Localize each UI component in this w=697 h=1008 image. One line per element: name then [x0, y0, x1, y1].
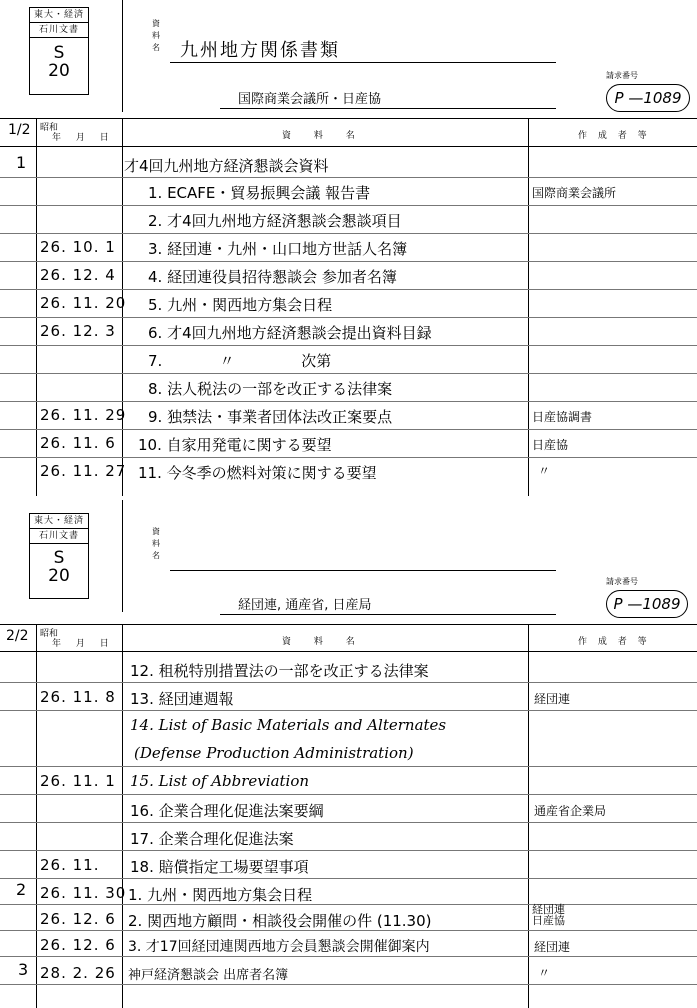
page-marker: 2/2 [6, 628, 29, 644]
header-era: 昭和 [40, 123, 59, 133]
row-date: 26. 10. 1 [40, 238, 116, 256]
row-author: 〃 [538, 966, 551, 980]
header-material: 資 料 名 [282, 637, 365, 647]
header-author: 作 成 者 等 [578, 637, 651, 647]
row-title: 才4回九州地方経済懇談会資料 [124, 157, 329, 175]
row-title: 17. 企業合理化促進法案 [130, 830, 294, 848]
row-title: 5. 九州・関西地方集会日程 [148, 296, 333, 314]
row-title: 1. 九州・関西地方集会日程 [128, 886, 313, 904]
stamp-collection: 石川文書 [30, 529, 88, 544]
page-marker: 1/2 [8, 122, 31, 138]
row-author: 〃 [538, 464, 551, 478]
row-title: 13. 経団連週報 [130, 690, 234, 708]
row-title: 8. 法人税法の一部を改正する法律案 [148, 380, 393, 398]
row-title: 1. ECAFE・貿易振興会議 報告書 [148, 184, 371, 202]
row-title: 7. 〃 次第 [148, 352, 332, 370]
row-date: 26. 11. 27 [40, 462, 127, 480]
row-title: 16. 企業合理化促進法案要綱 [130, 802, 324, 820]
row-title: 18. 賠償指定工場要望事項 [130, 858, 309, 876]
row-date: 26. 11. 6 [40, 434, 116, 452]
stamp-letter: S [53, 43, 65, 63]
subtitle: 国際商業会議所・日産協 [238, 92, 382, 107]
stamp-number: 20 [48, 61, 70, 81]
header-author: 作 成 者 等 [578, 131, 651, 141]
row-author: 日産協 [532, 438, 569, 452]
archive-stamp [29, 513, 89, 599]
row-date: 26. 11. 1 [40, 772, 116, 790]
class-number: P —1089 [606, 84, 690, 112]
row-date: 26. 12. 4 [40, 266, 116, 284]
stamp-number: 20 [48, 566, 70, 586]
row-date: 26. 12. 3 [40, 322, 116, 340]
stamp-collection: 石川文書 [30, 23, 88, 38]
header-material: 資 料 名 [282, 131, 365, 141]
material-title: 九州地方関係書類 [180, 40, 340, 61]
stamp-org: 東大・経済 [30, 514, 88, 529]
header-date: 年 月 日 [52, 639, 115, 649]
row-title: 10. 自家用発電に関する要望 [138, 436, 332, 454]
class-label: 請求番号 [606, 577, 638, 586]
row-number: 2 [16, 880, 27, 899]
subtitle: 経団連, 通産省, 日産局 [238, 598, 372, 613]
row-date: 26. 11. 30 [40, 884, 127, 902]
row-date: 26. 12. 6 [40, 910, 116, 928]
material-name-label: 資料名 [152, 527, 160, 560]
row-author: 経団連 [534, 692, 571, 706]
header-date: 年 月 日 [52, 133, 115, 143]
row-title: 3. 才17回経団連関西地方会員懇談会開催御案内 [128, 939, 430, 955]
row-author: 日産協調書 [532, 410, 593, 424]
row-title: (Defense Production Administration) [134, 744, 414, 762]
row-date: 26. 11. 29 [40, 406, 127, 424]
row-title: 4. 経団連役員招待懇談会 参加者名簿 [148, 268, 397, 286]
row-author: 経団連 日産協 [532, 903, 565, 927]
material-name-label: 資料名 [152, 19, 160, 52]
stamp-letter: S [53, 548, 65, 568]
row-title: 11. 今冬季の燃料対策に関する要望 [138, 464, 377, 482]
row-title: 2. 関西地方顧問・相談役会開催の件 (11.30) [128, 912, 432, 930]
row-date: 26. 11. 20 [40, 294, 127, 312]
row-number: 3 [18, 960, 29, 979]
row-title: 14. List of Basic Materials and Alternates [130, 716, 447, 734]
archive-stamp [29, 7, 89, 95]
row-date: 26. 11. [40, 856, 100, 874]
class-label: 請求番号 [606, 71, 638, 80]
row-number: 1 [16, 153, 27, 172]
row-title: 6. 才4回九州地方経済懇談会提出資料目録 [148, 324, 432, 342]
row-author: 国際商業会議所 [532, 186, 617, 200]
row-title: 12. 租税特別措置法の一部を改正する法律案 [130, 662, 429, 680]
row-title: 15. List of Abbreviation [130, 772, 310, 790]
row-author: 通産省企業局 [534, 804, 607, 818]
row-title: 3. 経団連・九州・山口地方世話人名簿 [148, 240, 408, 258]
row-title: 神戸経済懇談会 出席者名簿 [128, 968, 289, 983]
stamp-org: 東大・経済 [30, 8, 88, 23]
row-date: 26. 12. 6 [40, 936, 116, 954]
header-era: 昭和 [40, 629, 59, 639]
row-title: 9. 独禁法・事業者団体法改正案要点 [148, 408, 393, 426]
row-title: 2. 才4回九州地方経済懇談会懇談項目 [148, 212, 402, 230]
row-author: 経団連 [534, 940, 571, 954]
row-date: 28. 2. 26 [40, 964, 116, 982]
row-date: 26. 11. 8 [40, 688, 116, 706]
class-number: P —1089 [606, 590, 688, 618]
